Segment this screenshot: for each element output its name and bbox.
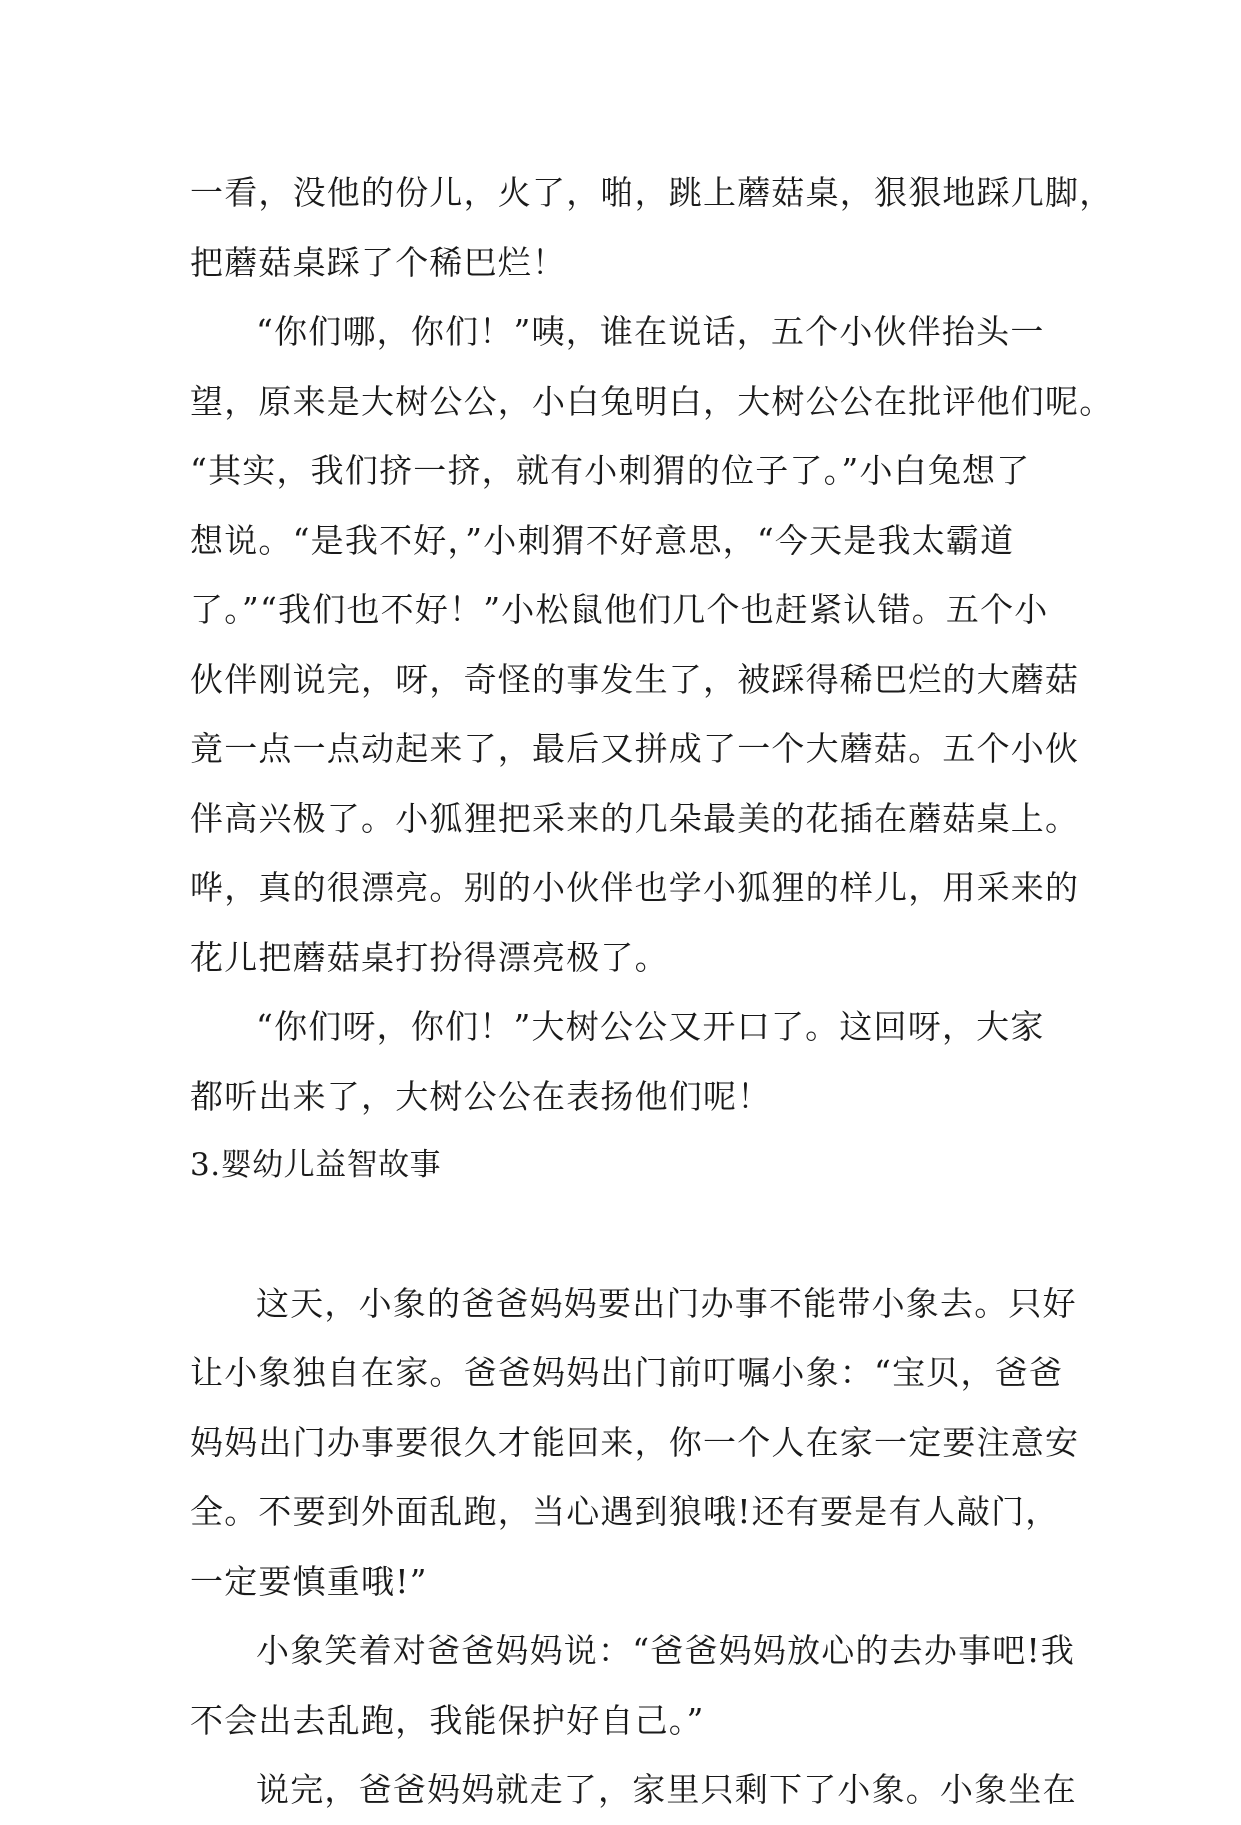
- text-line: 伴高兴极了。小狐狸把采来的几朵最美的花插在蘑菇桌上。: [190, 798, 1080, 838]
- blank-gap: [190, 1201, 1052, 1269]
- text-line: 哗，真的很漂亮。别的小伙伴也学小狐狸的样儿，用采来的: [190, 868, 1080, 907]
- text-line: 让小象独自在家。爸爸妈妈出门前叮嘱小象：“宝贝，爸爸: [190, 1353, 1064, 1392]
- text-line: 妈妈出门办事要很久才能回来，你一个人在家一定要注意安: [190, 1422, 1080, 1462]
- text-line: 说完，爸爸妈妈就走了，家里只剩下了小象。小象坐在: [256, 1770, 1077, 1809]
- text-line: 望，原来是大树公公，小白兔明白，大树公公在批评他们呢。: [190, 381, 1114, 421]
- text-line: 小象笑着对爸爸妈妈说：“爸爸妈妈放心的去办事吧!我: [256, 1631, 1076, 1670]
- text-line: “其实，我们挤一挤，就有小刺猬的位子了。”小白兔想了: [190, 451, 1031, 490]
- text-line: “你们呀，你们！”大树公公又开口了。这回呀，大家: [256, 1007, 1045, 1046]
- text-line: 了。”“我们也不好！”小松鼠他们几个也赶紧认错。五个小: [190, 590, 1049, 629]
- text-line: “你们哪，你们！”咦，谁在说话，五个小伙伴抬头一: [256, 312, 1045, 351]
- text-line: 不会出去乱跑，我能保护好自己。”: [190, 1700, 705, 1740]
- text-line: 把蘑菇桌踩了个稀巴烂！: [190, 242, 567, 282]
- document-body: [190, 158, 1114, 1825]
- text-line: 这天，小象的爸爸妈妈要出门办事不能带小象去。只好: [256, 1283, 1077, 1323]
- text-line: 竟一点一点动起来了，最后又拼成了一个大蘑菇。五个小伙: [190, 729, 1080, 768]
- text-line: 花儿把蘑菇桌打扮得漂亮极了。: [190, 937, 669, 977]
- text-line: 想说。“是我不好，”小刺猬不好意思，“今天是我太霸道: [190, 520, 1015, 560]
- text-line: 一看，没他的份儿，火了，啪，跳上蘑菇桌，狠狠地踩几脚，: [190, 173, 1114, 212]
- text-line: 一定要慎重哦!”: [190, 1561, 428, 1601]
- text-line: 全。不要到外面乱跑，当心遇到狼哦!还有要是有人敲门，: [190, 1492, 1060, 1531]
- section-heading: 3.婴幼儿益智故事: [190, 1147, 442, 1183]
- text-line: 都听出来了，大树公公在表扬他们呢！: [190, 1076, 772, 1116]
- text-line: 伙伴刚说完，呀，奇怪的事发生了，被踩得稀巴烂的大蘑菇: [190, 659, 1080, 699]
